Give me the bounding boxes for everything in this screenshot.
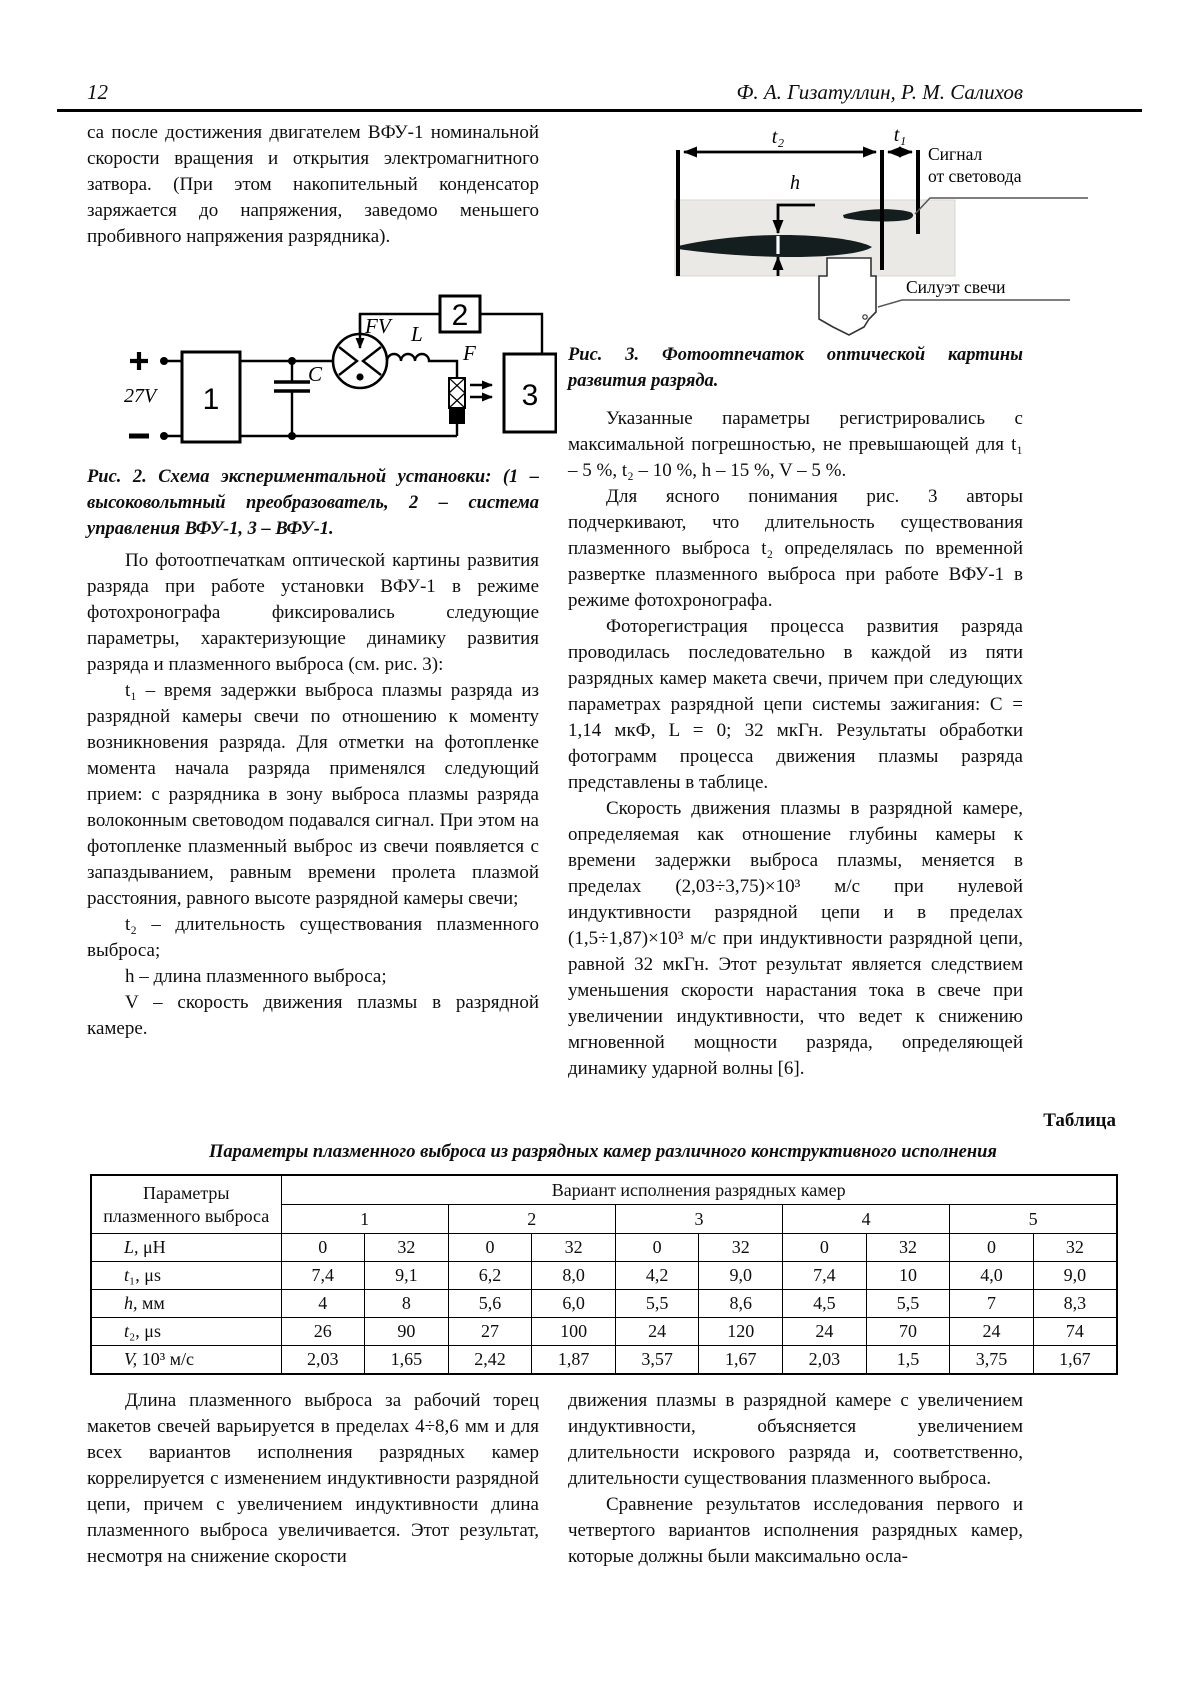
cell: 24 [615, 1318, 699, 1346]
cell: 32 [866, 1234, 950, 1262]
cell: 32 [532, 1234, 616, 1262]
row-param-label: h, мм [91, 1290, 281, 1318]
cell: 8 [365, 1290, 449, 1318]
page-number: 12 [87, 80, 108, 104]
cell: 10 [866, 1262, 950, 1290]
cell: 4,0 [950, 1262, 1034, 1290]
cell: 70 [866, 1318, 950, 1346]
table-row-t1 [91, 1262, 1117, 1290]
silhouette-label: Силуэт свечи [906, 277, 1006, 297]
cell: 32 [699, 1234, 783, 1262]
plug-silhouette-outline [819, 258, 876, 335]
cell: 0 [448, 1234, 532, 1262]
inductance-label: L [411, 322, 423, 346]
spark-gap-label: FV [365, 314, 391, 338]
h-label: h [790, 172, 800, 194]
cell: 1,87 [532, 1346, 616, 1375]
capacitor-label: C [308, 362, 323, 386]
ejection-length-paragraph: Длина плазменного выброса за рабочий торец макетов свечей варьируется в пределах 4÷8,6 мм и для всех вариантов исполнения разрядных камер коррелируется с изменением индуктивности разрядной цепи, причем с увеличением индуктивности длина плазменного выброса увеличивается. Этот результат, несмотря на снижение скорости [87, 1390, 539, 1567]
cell: 1,65 [365, 1346, 449, 1375]
cell: 8,0 [532, 1262, 616, 1290]
cell: 5,5 [866, 1290, 950, 1318]
cell: 27 [448, 1318, 532, 1346]
table-corner-label: Таблица [1043, 1110, 1116, 1131]
cell: 6,0 [532, 1290, 616, 1318]
cell: 24 [950, 1318, 1034, 1346]
table-row-h [91, 1290, 1117, 1318]
cell: 5,6 [448, 1290, 532, 1318]
velocity-paragraph: Скорость движения плазмы в разрядной камере, определяемая как отношение глубины камеры к времени задержки выброса плазмы, меняется в пределах (2,03÷3,75)×10³ м/с при нулевой индуктивности разрядной цепи и в пределах (1,5÷1,87)×10³ м/с при индуктивности разрядной цепи, равной 32 мкГн. Этот результат является следствием уменьшения скорости нарастания тока в свече при увеличении индуктивности, что ведет к снижению мгновенной мощности разряда, определяющей динамику ударной волны [6]. [568, 798, 1023, 1079]
block2-number: 2 [451, 299, 469, 332]
cell: 0 [281, 1234, 365, 1262]
cell: 8,3 [1033, 1290, 1117, 1318]
plus-terminal-icon [130, 352, 148, 370]
cell: 100 [532, 1318, 616, 1346]
cell: 0 [950, 1234, 1034, 1262]
variant-3-cell: 3 [615, 1205, 782, 1234]
row-param-label: t₁, μs [91, 1262, 281, 1290]
bottom-left-column [87, 1388, 539, 1570]
parameters-table [90, 1174, 1118, 1375]
silhouette-callout-line [878, 300, 1070, 307]
table-row-V [91, 1346, 1117, 1375]
param-t2-paragraph: t₂ – длительность существования плазменного выброса; [87, 914, 539, 961]
cell: 7,4 [281, 1262, 365, 1290]
variant-2-cell: 2 [448, 1205, 615, 1234]
comparison-paragraph: Сравнение результатов исследования первого и четвертого вариантов исполнения разрядных камер, которые должны были максимально осла- [568, 1494, 1023, 1567]
cell: 4,2 [615, 1262, 699, 1290]
cell: 3,75 [950, 1346, 1034, 1375]
table-wrap [90, 1174, 1118, 1375]
left-column-top [87, 120, 539, 250]
accuracy-paragraph: Указанные параметры регистрировались с максимальной погрешностью, не превышающей для t₁ – 5 %, t₂ – 10 %, h – 15 %, V – 5 %. [568, 408, 1023, 481]
intro-paragraph: са после достижения двигателем ВФУ-1 номинальной скорости вращения и открытия электромагнитного затвора. (При этом накопительный конденсатор заряжается до напряжения, заведомо меньшего пробивного напряжения разрядника). [87, 122, 539, 247]
cell: 2,42 [448, 1346, 532, 1375]
discharge-arrows-icon [470, 385, 492, 397]
t2-label: t₂ [771, 126, 785, 148]
cell: 26 [281, 1318, 365, 1346]
cell: 24 [783, 1318, 867, 1346]
table-header-row-1 [91, 1175, 1117, 1205]
cell: 7 [950, 1290, 1034, 1318]
inductance-effect-paragraph: движения плазмы в разрядной камере с увеличением индуктивности, объясняется увеличением длительности искрового разряда и, соответственно, длительности существования плазменного выброса. [568, 1390, 1023, 1489]
right-column-flow [568, 406, 1023, 1082]
cell: 1,67 [699, 1346, 783, 1375]
variant-1-cell: 1 [281, 1205, 448, 1234]
signal-label-line2: от световода [928, 166, 1022, 186]
params-intro-paragraph: По фотоотпечаткам оптической картины развития разряда при работе установки ВФУ-1 в режиме фотохронографа фиксировались следующие параметры, характеризующие динамику развития разряда и плазменного выброса (см. рис. 3): [87, 550, 539, 675]
cell: 120 [699, 1318, 783, 1346]
figure2-caption: Рис. 2. Схема экспериментальной установки: (1 – высоковольтный преобразователь, 2 – система управления ВФУ-1, 3 – ВФУ-1. [87, 467, 539, 539]
left-column-flow [87, 548, 539, 1042]
header-variants-cell: Вариант исполнения разрядных камер [281, 1175, 1117, 1205]
cell: 90 [365, 1318, 449, 1346]
t1-label: t₁ [893, 126, 907, 146]
cell: 4,5 [783, 1290, 867, 1318]
cell: 3,57 [615, 1346, 699, 1375]
figure2-caption-block [87, 464, 539, 542]
running-head-authors: Ф. А. Гизатуллин, Р. М. Салихов [736, 80, 1023, 104]
cell: 9,0 [699, 1262, 783, 1290]
understanding-paragraph: Для ясного понимания рис. 3 авторы подчеркивают, что длительность существования плазменного выброса t₂ определялась по временной развертке плазменного выброса при работе ВФУ-1 в режиме фотохронографа. [568, 486, 1023, 611]
row-param-label: t₂, μs [91, 1318, 281, 1346]
row-param-label: V, 10³ м/с [91, 1346, 281, 1375]
variant-5-cell: 5 [950, 1205, 1117, 1234]
discharge-photo-figure [618, 126, 1096, 338]
figure3-caption-block [568, 342, 1023, 394]
cell: 6,2 [448, 1262, 532, 1290]
plug-label: F [463, 341, 476, 365]
figure3-caption: Рис. 3. Фотоотпечаток оптической картины развития разряда. [568, 345, 1023, 391]
signal-label-line1: Сигнал [928, 144, 983, 164]
variant-4-cell: 4 [783, 1205, 950, 1234]
header-parameters-cell: Параметры плазменного выброса [91, 1175, 281, 1234]
cell: 2,03 [281, 1346, 365, 1375]
spark-plug-icon [449, 378, 465, 436]
table-title: Параметры плазменного выброса из разрядных камер различного конструктивного исполнения [209, 1142, 997, 1162]
cell: 0 [615, 1234, 699, 1262]
cell: 7,4 [783, 1262, 867, 1290]
cell: 0 [783, 1234, 867, 1262]
cell: 74 [1033, 1318, 1117, 1346]
cell: 1,5 [866, 1346, 950, 1375]
table-row-t2 [91, 1318, 1117, 1346]
table-row-L [91, 1234, 1117, 1262]
block3-number: 3 [521, 379, 539, 412]
circuit-diagram-figure [112, 266, 557, 448]
param-v-paragraph: V – скорость движения плазмы в разрядной камере. [87, 992, 539, 1039]
figure2-schematic [112, 266, 557, 448]
header-rule [57, 109, 1142, 112]
figure3-photo [618, 126, 1096, 338]
bottom-right-column [568, 1388, 1023, 1570]
photoregistration-paragraph: Фоторегистрация процесса развития разряда проводилась последовательно в каждой из пяти разрядных камер макета свечи, причем при следующих параметрах разрядной цепи системы зажигания: C = 1,14 мкФ, L = 0; 32 мкГн. Результаты обработки фотограмм процесса движения плазмы разряда представлены в таблице. [568, 616, 1023, 793]
capacitor-icon [274, 382, 310, 391]
param-h-paragraph: h – длина плазменного выброса; [125, 966, 387, 987]
cell: 1,67 [1033, 1346, 1117, 1375]
cell: 32 [1033, 1234, 1117, 1262]
block1-number: 1 [202, 383, 220, 416]
param-t1-paragraph: t₁ – время задержки выброса плазмы разряда из разрядной камеры свечи по отношению к моменту возникновения разряда. Для отметки на фотопленке момента начала разряда применялся следующий прием: с разрядника в зону выброса плазмы разряда волоконным световодом подавался сигнал. При этом на фотопленке плазменный выброс из свечи появляется с запаздыванием, равным времени пролета плазмой расстояния, равного высоте разрядной камеры свечи; [87, 680, 539, 909]
cell: 9,1 [365, 1262, 449, 1290]
row-param-label: L, μH [91, 1234, 281, 1262]
cell: 4 [281, 1290, 365, 1318]
cell: 5,5 [615, 1290, 699, 1318]
cell: 8,6 [699, 1290, 783, 1318]
cell: 32 [365, 1234, 449, 1262]
cell: 9,0 [1033, 1262, 1117, 1290]
source-voltage-label: 27V [124, 385, 157, 407]
cell: 2,03 [783, 1346, 867, 1375]
